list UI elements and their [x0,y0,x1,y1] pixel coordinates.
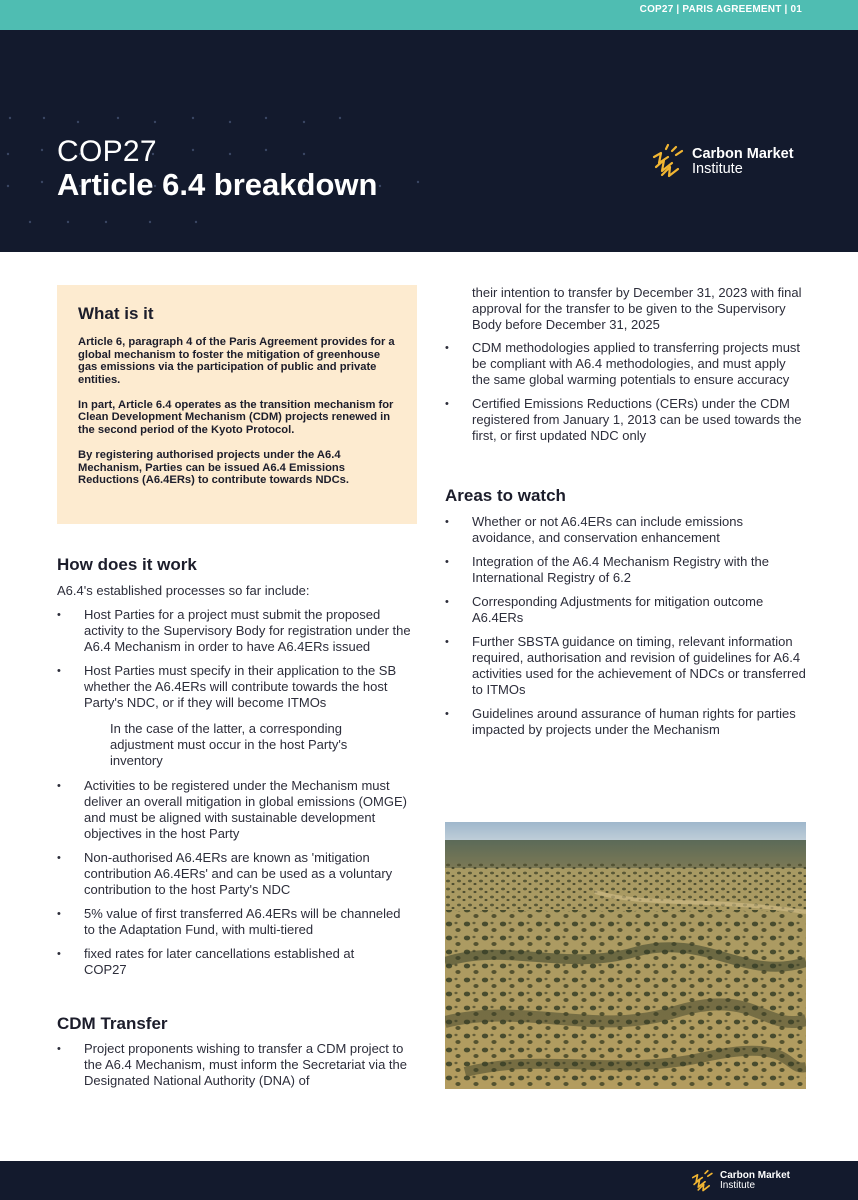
list-item [57,721,421,769]
list-item-text: Project proponents wishing to transfer a CDM project to the A6.4 Mechanism, must inform the Secretariat via the Designated National Authority (DNA) of [84,1041,407,1088]
bullet-icon: • [445,636,449,648]
how-does-it-work-heading: How does it work [57,555,197,574]
carbon-market-institute-logo-icon [690,1168,716,1194]
bullet-icon: • [445,516,449,528]
list-item [445,514,807,546]
bullet-icon: • [57,665,61,677]
how-list [57,607,421,986]
list-item-text: Non-authorised A6.4ERs are known as 'mitigation contribution A6.4ERs' and can be used as a voluntary contribution to the host Party's NDC [84,850,393,897]
callout-paragraph: By registering authorised projects under the A6.4 Mechanism, Parties can be issued A6.4 Emissions Reductions (A6.4ERs) to contribute towards NDCs. [78,449,350,487]
cdm-continuation: their intention to transfer by December 31, 2023 with final approval for the transfer to be given to the Supervisory Body before December 31, 2025 [472,285,802,332]
list-item-text: fixed rates for later cancellations established at COP27 [84,946,355,977]
what-is-it-callout [57,285,417,524]
bullet-icon: • [445,398,449,410]
callout-paragraph: In part, Article 6.4 operates as the transition mechanism for Clean Development Mechanism (CDM) projects renewed in the second period of the Kyoto Protocol. [78,398,394,437]
landscape-photo [445,822,806,1089]
list-item-text: Host Parties for a project must submit the proposed activity to the Supervisory Body for registration under the A6.4 Mechanism in order to have A6.4ERs issued [84,607,411,654]
cdm-more-list [445,340,807,452]
carbon-market-institute-logo-icon [650,143,688,181]
list-item [445,340,807,388]
footer-brand-name-line1: Carbon Market [720,1169,791,1181]
bullet-icon: • [57,609,61,621]
list-item-text: 5% value of first transferred A6.4ERs will be channeled to the Adaptation Fund, with multi-tiered [84,906,401,937]
list-item-text: Integration of the A6.4 Mechanism Registry with the International Registry of 6.2 [472,554,769,585]
bullet-icon: • [57,852,61,864]
bullet-icon: • [57,948,61,960]
list-item-text: CDM methodologies applied to transferring projects must be compliant with A6.4 methodologies, and must apply the same global warming potentials to ensure accuracy [472,340,801,387]
list-item-text: Guidelines around assurance of human rights for parties impacted by projects under the Mechanism [472,706,796,737]
list-item [57,906,421,938]
header-label: COP27 | PARIS AGREEMENT | 01 [639,4,802,15]
aerial-landscape-image [445,822,806,1089]
list-item-text: Whether or not A6.4ERs can include emissions avoidance, and conservation enhancement [472,514,743,545]
top-bar [0,0,858,30]
list-item [57,663,421,711]
brand-name-line1: Carbon Market [692,145,794,162]
bullet-icon: • [57,1043,61,1055]
callout-paragraph: Article 6, paragraph 4 of the Paris Agreement provides for a global mechanism to foster the mitigation of greenhouse gas emissions via the participation of public and private entities. [78,336,395,386]
list-item [445,594,807,626]
list-item [57,778,421,842]
list-item-text: Corresponding Adjustments for mitigation outcome A6.4ERs [472,594,764,625]
list-item [445,706,807,738]
bullet-icon: • [57,780,61,792]
footer-brand-name-line2: Institute [720,1180,756,1191]
page-title: Article 6.4 breakdown [57,167,378,202]
brand-logo [650,143,794,181]
list-item [445,634,807,698]
watch-list [445,514,807,746]
bullet-icon: • [445,708,449,720]
callout-title: What is it [78,304,154,323]
list-item [57,607,421,655]
list-item [445,554,807,586]
list-item [445,396,807,444]
bullet-icon: • [445,596,449,608]
cdm-transfer-heading: CDM Transfer [57,1014,168,1033]
list-item-text: Further SBSTA guidance on timing, relevant information required, authorisation and revision of guidelines for A6.4 activities used for the achievement of NDCs or transferred to ITMOs [472,634,806,697]
footer-brand-logo [690,1168,790,1194]
list-item-text: In the case of the latter, a corresponding adjustment must occur in the host Party's inventory [110,721,348,768]
list-item-text: Activities to be registered under the Mechanism must deliver an overall mitigation in global emissions (OMGE) and must be aligned with sustainable development objectives in the host Party [84,778,407,841]
hero-banner [0,30,858,252]
bullet-icon: • [445,556,449,568]
cdm-list [57,1041,421,1097]
list-item-text: Host Parties must specify in their application to the SB whether the A6.4ERs will contribute towards the host Party's NDC, or if they will become ITMOs [84,663,397,710]
how-intro: A6.4's established processes so far include: [57,583,310,598]
brand-name-line2: Institute [692,161,743,177]
bullet-icon: • [57,908,61,920]
hero-title-line1: COP27 [57,135,157,168]
list-item [57,1041,421,1089]
list-item-text: Certified Emissions Reductions (CERs) under the CDM registered from January 1, 2013 can be used towards the first, or first updated NDC only [472,396,802,443]
bullet-icon: • [445,342,449,354]
areas-to-watch-heading: Areas to watch [445,486,566,505]
list-item [57,850,421,898]
list-item [57,946,421,978]
